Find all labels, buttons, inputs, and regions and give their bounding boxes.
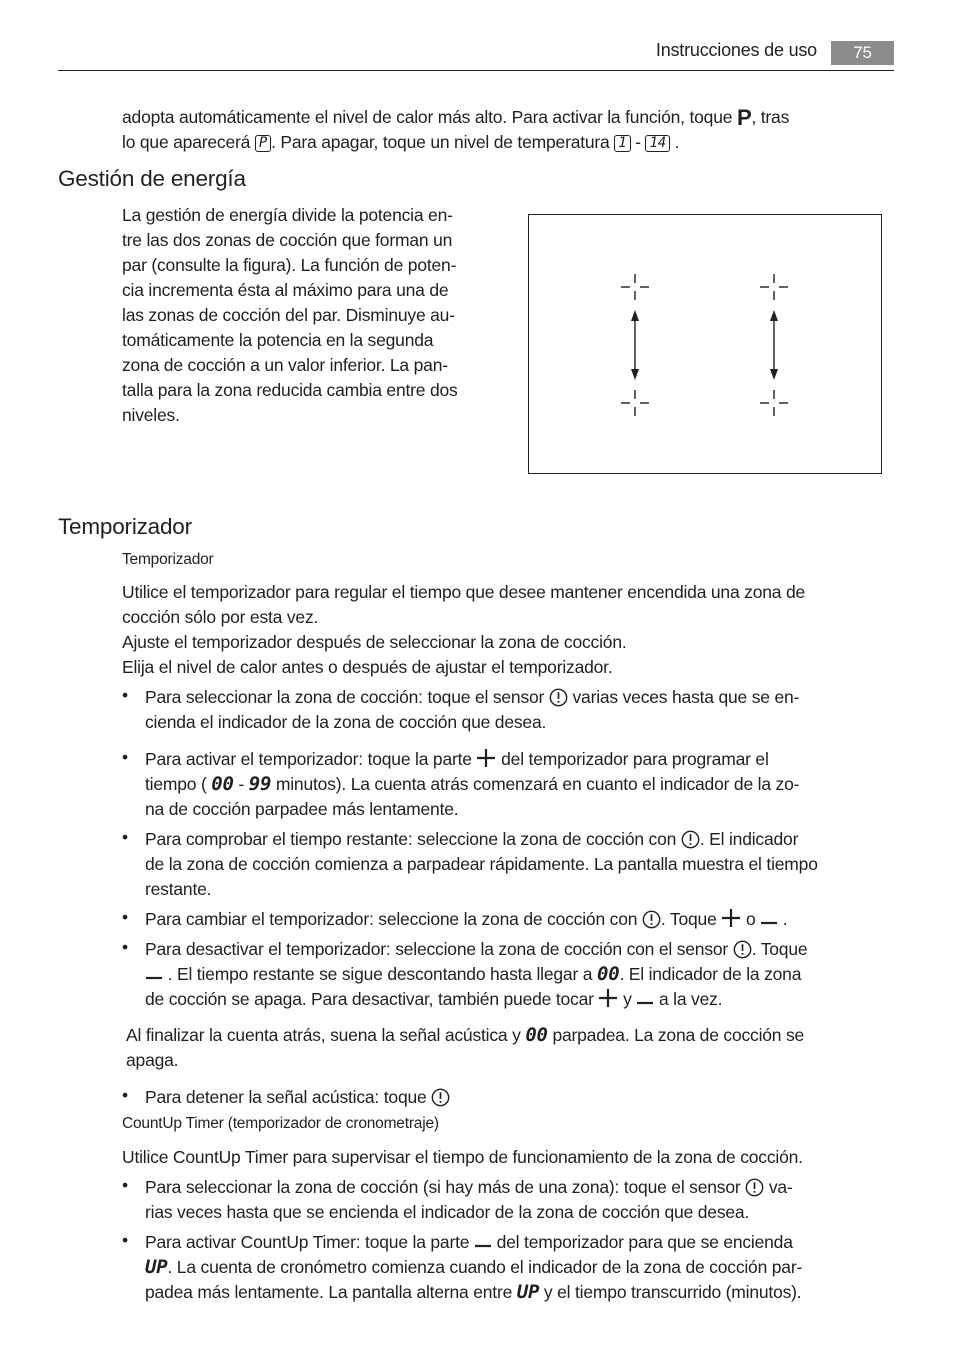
page-number: 75 (831, 41, 894, 65)
bullet-label: Para desactivar el temporizador: (145, 939, 391, 959)
timer-note-emphasis: Ajuste el temporizador después de seleccionar la zona de cocción. (122, 632, 627, 652)
bullet-text: - (233, 774, 249, 794)
energy-line: niveles. (122, 405, 180, 425)
bullet-label: Para cambiar el temporizador: (145, 909, 374, 929)
bullet-text: toque (379, 1087, 432, 1107)
timer-sensor-icon (549, 688, 568, 707)
bullet-text: padea más lentamente. La pantalla alterna entre (145, 1282, 517, 1302)
plus-icon (721, 908, 741, 928)
timer-sensor-icon (745, 1178, 764, 1197)
display-00: 00 (596, 963, 620, 985)
bullet-text: toque la parte (362, 749, 477, 769)
display-99: 99 (248, 773, 272, 795)
timer-intro-line: cocción sólo por esta vez. (122, 607, 319, 627)
display-00: 00 (525, 1024, 548, 1046)
intro-text-1: adopta automáticamente el nivel de calor más alto. Para activar la función, toque (122, 107, 733, 127)
bullet: • (122, 747, 128, 767)
bullet-text: . El tiempo restante se sigue descontando hasta llegar a (163, 964, 597, 984)
energy-paragraph (122, 203, 502, 428)
energy-line: par (consulte la figura). La función de poten- (122, 255, 457, 275)
timer-sensor-icon (431, 1088, 450, 1107)
energy-line: La gestión de energía divide la potencia en- (122, 205, 453, 225)
bullet-text: . La cuenta de cronómetro comienza cuando el indicador de la zona de cocción par- (167, 1257, 803, 1277)
bullet-text: de cocción se apaga. Para desactivar, también puede tocar (145, 989, 599, 1009)
bullet: • (122, 937, 128, 957)
bullet-label: Para activar el temporizador: (145, 749, 363, 769)
list-item (122, 685, 897, 735)
bullet-text: seleccione la zona de cocción con (412, 829, 681, 849)
bullet-text: varias veces hasta que se en- (567, 687, 800, 707)
list-item (122, 937, 897, 1012)
bullet-label: Para seleccionar la zona de cocción: (145, 687, 423, 707)
header-rule (58, 70, 894, 71)
intro-text-4: . Para apagar, toque un nivel de temperatura (271, 132, 610, 152)
bullet-text: toque el sensor (619, 1177, 746, 1197)
bullet-text: del temporizador para programar el (496, 749, 769, 769)
bullet-text: . Toque (660, 909, 722, 929)
timer-heading: Temporizador (58, 514, 192, 539)
zone-marker (760, 274, 788, 300)
level-max-box: 14 (645, 135, 669, 152)
energy-line: tre las dos zonas de cocción que forman un (122, 230, 453, 250)
bullet-label: Para comprobar el tiempo restante: (145, 829, 413, 849)
bullet-text: . (778, 909, 788, 929)
timer-intro-line: Utilice el temporizador para regular el tiempo que desee mantener encendida una zona de (122, 582, 806, 602)
timer-sensor-icon (642, 910, 661, 929)
bullet-text: a la vez. (654, 989, 723, 1009)
list-item (122, 907, 897, 932)
countup-subheading: CountUp Timer (temporizador de cronometraje) (122, 1115, 439, 1132)
bullet-text: cienda el indicador de la zona de cocción que desea. (145, 712, 547, 732)
zone-marker (760, 390, 788, 416)
bullet-text: y (618, 989, 637, 1009)
bullet-text: . Toque (751, 939, 808, 959)
bullet-text: minutos). La cuenta atrás comenzará en cuanto el indicador de la zo- (271, 774, 800, 794)
countup-intro: Utilice CountUp Timer para supervisar el tiempo de funcionamiento de la zona de cocción. (122, 1147, 803, 1167)
list-item (122, 1230, 897, 1305)
intro-paragraph (122, 105, 897, 155)
bullet-text: . El indicador (699, 829, 799, 849)
p-symbol: P (736, 105, 752, 130)
timer-intro (122, 580, 897, 680)
intro-dash: - (635, 132, 641, 152)
paragraph-text: apaga. (126, 1050, 179, 1070)
running-header-title: Instrucciones de uso (655, 40, 817, 60)
bullet-text: seleccione la zona de cocción con el sensor (390, 939, 733, 959)
bullet-text: y el tiempo transcurrido (minutos). (539, 1282, 802, 1302)
energy-line: cia incrementa ésta al máximo para una de (122, 280, 449, 300)
minus-icon (760, 913, 778, 925)
energy-line: las zonas de cocción del par. Disminuye au- (122, 305, 455, 325)
list-item (122, 827, 897, 902)
p-display-box: P (255, 135, 271, 152)
bullet-text: tiempo ( (145, 774, 212, 794)
paragraph-text: Al finalizar la cuenta atrás, suena la señal acústica y (126, 1025, 526, 1045)
display-00: 00 (211, 773, 234, 795)
plus-icon (598, 988, 618, 1008)
list-item (122, 1175, 897, 1225)
bullet-text: va- (764, 1177, 793, 1197)
bullet-text: rias veces hasta que se encienda el indicador de la zona de cocción que desea. (145, 1202, 750, 1222)
timer-sensor-icon (681, 830, 700, 849)
bullet-text: del temporizador para que se encienda (491, 1232, 793, 1252)
minus-icon (636, 993, 654, 1005)
energy-line: tomáticamente la potencia en la segunda (122, 330, 434, 350)
bullet: • (122, 907, 128, 927)
timer-sensor-icon (733, 940, 752, 959)
bullet-label: Para detener la señal acústica: (145, 1087, 380, 1107)
list-item (122, 747, 897, 822)
intro-text-2: , tras (751, 107, 790, 127)
bullet-text: toque la parte (360, 1232, 474, 1252)
zone-marker (621, 390, 649, 416)
list-item (122, 1085, 897, 1110)
energy-line: talla para la zona reducida cambia entre dos (122, 380, 458, 400)
energy-line: zona de cocción a un valor inferior. La pan- (122, 355, 448, 375)
zone-marker (621, 274, 649, 300)
bullet-text: restante. (145, 879, 212, 899)
timer-subheading: Temporizador (122, 551, 214, 568)
bullet-text: seleccione la zona de cocción con (373, 909, 642, 929)
paragraph-text: parpadea. La zona de cocción se (547, 1025, 805, 1045)
energy-heading: Gestión de energía (58, 166, 246, 191)
bullet-text: o (741, 909, 761, 929)
display-up: UP (516, 1281, 540, 1303)
plus-icon (476, 748, 496, 768)
bullet-text: na de cocción parpadee más lentamente. (145, 799, 459, 819)
display-up: UP (145, 1256, 168, 1278)
bullet: • (122, 1175, 128, 1195)
bullet-label: Para seleccionar la zona de cocción (si hay más de una zona): (145, 1177, 620, 1197)
intro-text-5: . (674, 132, 680, 152)
bullet-label: Para activar CountUp Timer: (145, 1232, 361, 1252)
bullet: • (122, 685, 128, 705)
bullet-text: . El indicador de la zona (619, 964, 802, 984)
bullet: • (122, 1085, 128, 1105)
bullet: • (122, 827, 128, 847)
bullet: • (122, 1230, 128, 1250)
bullet-text: de la zona de cocción comienza a parpadear rápidamente. La pantalla muestra el tiempo (145, 854, 818, 874)
minus-icon (474, 1236, 492, 1248)
intro-text-3: lo que aparecerá (122, 132, 251, 152)
timer-note: Elija el nivel de calor antes o después de ajustar el temporizador. (122, 657, 613, 677)
level-min-box: 1 (614, 135, 630, 152)
cooking-zone-pairs-diagram (528, 214, 882, 474)
bullet-text: toque el sensor (422, 687, 549, 707)
countdown-end-paragraph (126, 1023, 896, 1073)
minus-icon (145, 968, 163, 980)
